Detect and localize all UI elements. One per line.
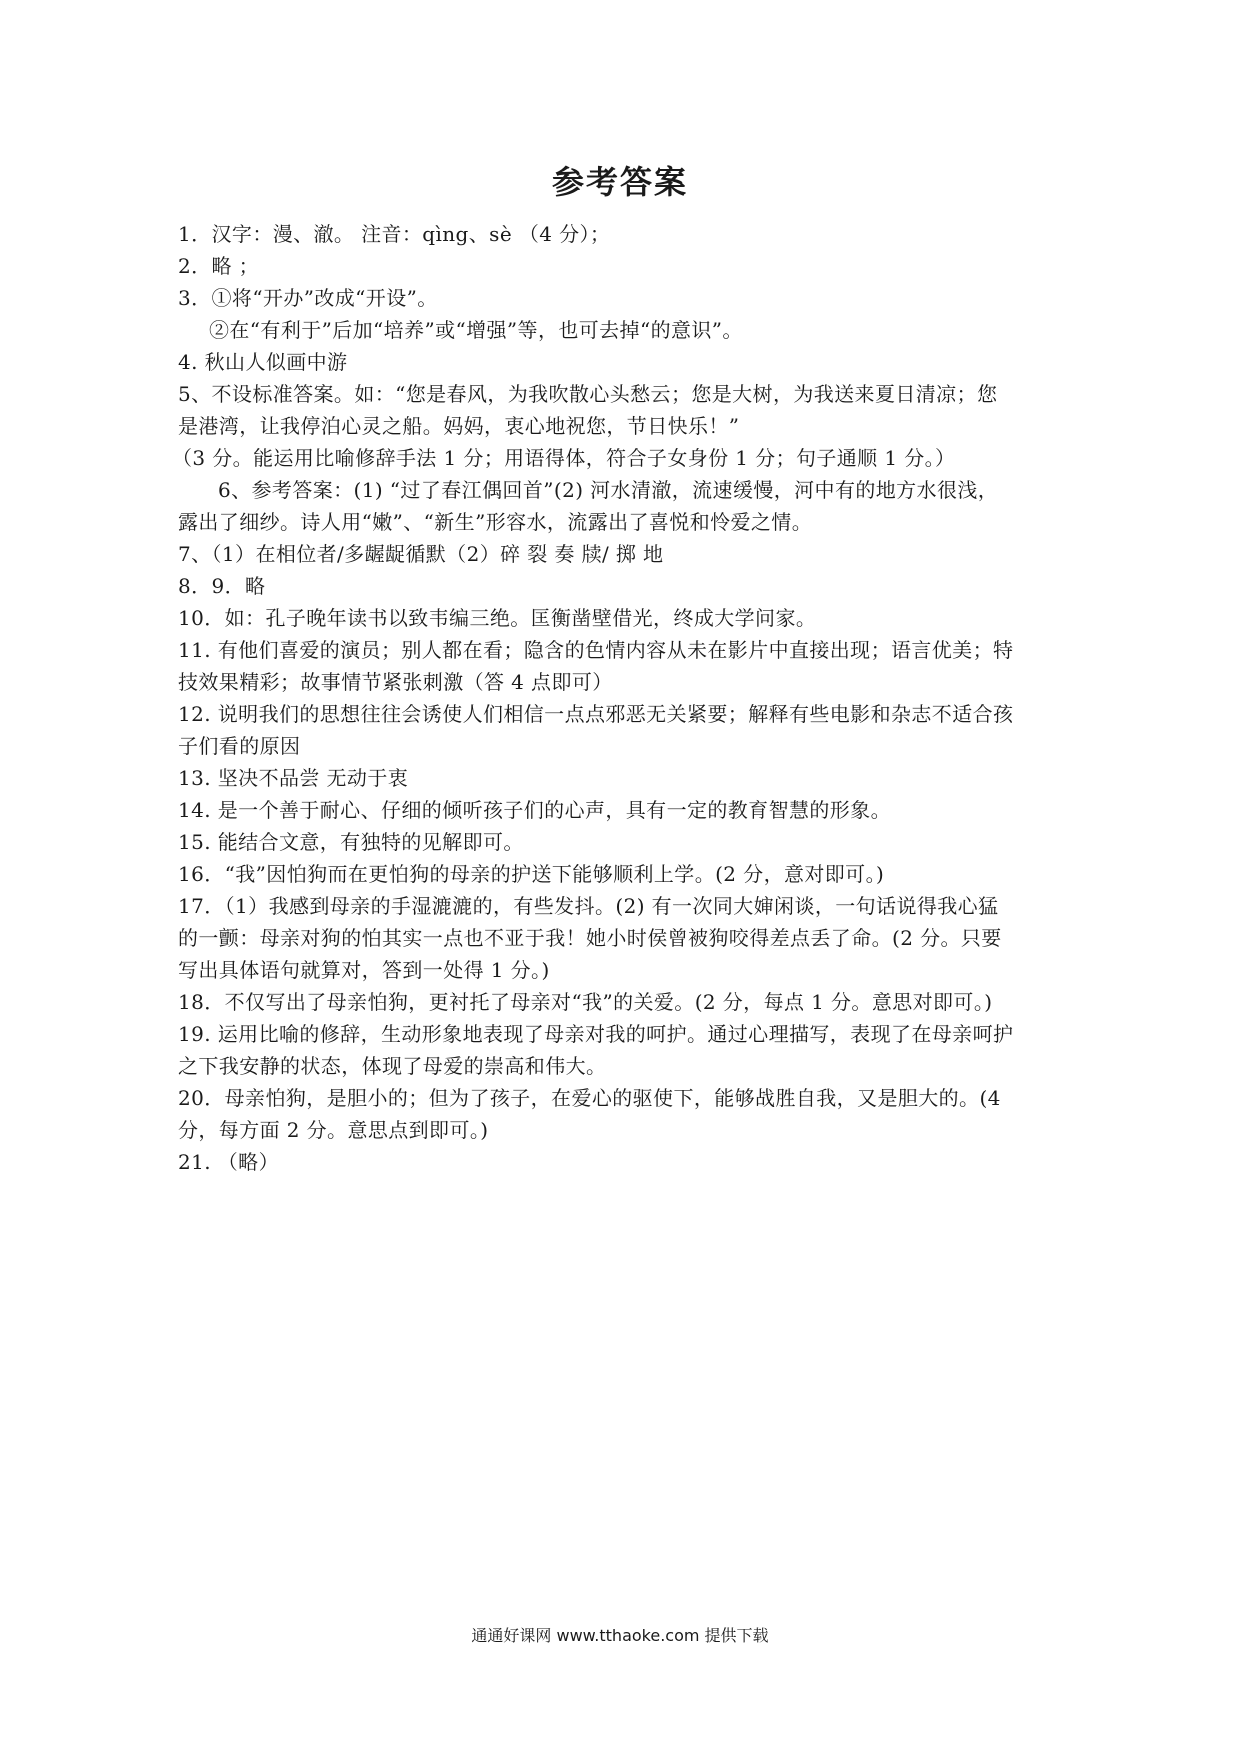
answer-line-12a: 12. 说明我们的思想往往会诱使人们相信一点点邪恶无关紧要；解释有些电影和杂志不适合孩 [178,702,1014,726]
answer-line-2: 2．略 ； [178,254,260,278]
answer-line-19a: 19. 运用比喻的修辞，生动形象地表现了母亲对我的呵护。通过心理描写，表现了在母亲呵护 [178,1022,1014,1046]
answer-line-6b: 露出了细纱。诗人用“嫩”、“新生”形容水，流露出了喜悦和怜爱之情。 [178,510,813,534]
answer-line-1: 1．汉字：漫、澈。 注音：qìng、sè （4 分）； [178,222,611,246]
answer-line-19b: 之下我安静的状态，体现了母爱的崇高和伟大。 [178,1054,607,1078]
answer-line-10: 10．如：孔子晚年读书以致韦编三绝。匡衡凿壁借光，终成大学问家。 [178,606,817,630]
answer-list [172,218,1073,1178]
answer-line-17c: 写出具体语句就算对，答到一处得 1 分。) [178,958,550,982]
answer-line-17b: 的一颤：母亲对狗的怕其实一点也不亚于我！她小时侯曾被狗咬得差点丢了命。(2 分。只要 [178,926,1002,950]
answer-line-20a: 20．母亲怕狗，是胆小的；但为了孩子，在爱心的驱使下，能够战胜自我，又是胆大的。(4 [178,1086,1001,1110]
answer-line-11a: 11. 有他们喜爱的演员；别人都在看；隐含的色情内容从未在影片中直接出现；语言优美；特 [178,638,1014,662]
answer-line-11b: 技效果精彩；故事情节紧张刺激（答 4 点即可） [178,670,613,694]
answer-line-16: 16．“我”因怕狗而在更怕狗的母亲的护送下能够顺利上学。(2 分，意对即可。) [178,862,885,886]
answer-line-3b: ②在“有利于”后加“培养”或“增强”等，也可去掉“的意识”。 [209,318,743,342]
answer-line-12b: 子们看的原因 [178,734,301,758]
answer-line-7: 7、（1）在相位者/多龌龊循默（2）碎 裂 奏 牍/ 掷 地 [178,542,664,566]
answer-line-5a: 5、不设标准答案。如：“您是春风，为我吹散心头愁云；您是大树，为我送来夏日清凉；您 [178,382,998,406]
answer-line-17a: 17．（1）我感到母亲的手湿漉漉的，有些发抖。(2) 有一次同大婶闲谈，一句话说得我心猛 [178,894,999,918]
answer-line-13: 13. 坚决不品尝 无动于衷 [178,766,409,790]
answer-line-21: 21. （略） [178,1150,279,1174]
answer-line-5b: 是港湾，让我停泊心灵之船。妈妈，衷心地祝您，节日快乐！” [178,414,740,438]
page-title: 参考答案 [551,163,688,201]
answer-line-6a: 6、参考答案：(1) “过了春江偶回首”(2) 河水清澈，流速缓慢，河中有的地方水很浅， [218,478,999,502]
answer-line-15: 15. 能结合文意，有独特的见解即可。 [178,830,524,854]
answer-line-14: 14. 是一个善于耐心、仔细的倾听孩子们的心声，具有一定的教育智慧的形象。 [178,798,891,822]
answer-line-20b: 分，每方面 2 分。意思点到即可。) [178,1118,489,1142]
answer-line-5c: （3 分。能运用比喻修辞手法 1 分；用语得体，符合子女身份 1 分；句子通顺 1 分。） [172,446,956,470]
answer-line-4: 4. 秋山人似画中游 [178,350,348,374]
download-footer: 通通好课网 www.tthaoke.com 提供下载 [471,1626,769,1645]
answer-line-18: 18．不仅写出了母亲怕狗，更衬托了母亲对“我”的关爱。(2 分，每点 1 分。意思对即可。) [178,990,993,1014]
answer-line-8-9: 8．9．略 [178,574,266,598]
answer-line-3a: 3．①将“开办”改成“开设”。 [178,286,438,310]
